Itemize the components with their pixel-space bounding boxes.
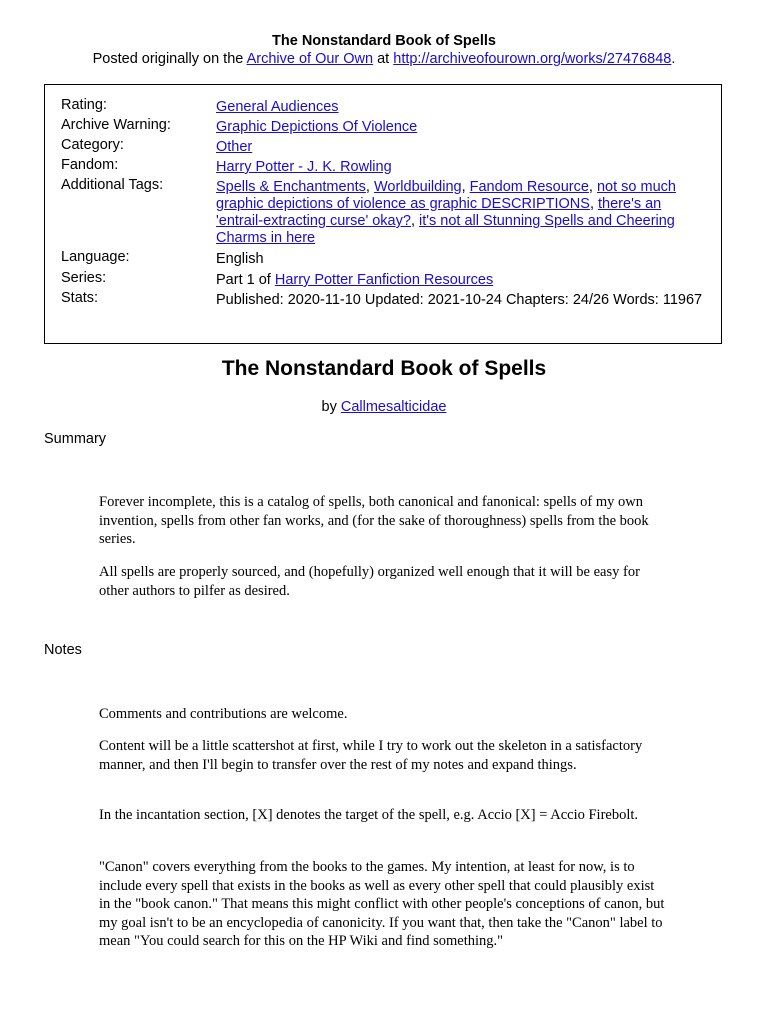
tag-separator: , (461, 179, 470, 195)
fandom-label: Fandom: (61, 157, 119, 173)
tag-link[interactable]: Spells & Enchantments (216, 179, 366, 195)
category-link[interactable]: Other (216, 139, 253, 155)
posted-prefix: Posted originally on the (92, 51, 247, 67)
document-header (0, 32, 768, 68)
tag-link[interactable]: Fandom Resource (469, 179, 589, 195)
warning-link[interactable]: Graphic Depictions Of Violence (216, 119, 418, 135)
tag-separator: , (588, 179, 597, 195)
tag-link[interactable]: it's not all Stunning Spells and Cheering Charms in here (216, 213, 675, 246)
notes-paragraph: Content will be a little scattershot at first, while I try to work out the skeleton in a satisfactory manner, and then I'll begin to transfer over the rest of my notes and expand things. (99, 738, 643, 773)
at-text: at (373, 51, 394, 67)
language-label: Language: (61, 249, 130, 265)
posted-line (0, 50, 768, 68)
metadata-box (44, 84, 722, 344)
work-title: The Nonstandard Book of Spells (221, 357, 547, 380)
rating-link[interactable]: General Audiences (216, 99, 339, 115)
tag-separator: , (410, 213, 419, 229)
notes-paragraph: "Canon" covers everything from the books to the games. My intention, at least for now, is to include every spell that exists in the books as well as every other spell that could plausibly exist in the "book canon." That means this might conflict with other people's conceptions of canon, but my goal isn't to be an encyclopedia of canonicity. If you want that, then take the "Canon" label to mean "You could search for this on the HP Wiki and find something." (99, 859, 665, 949)
end-period: . (671, 51, 676, 67)
summary-paragraph: All spells are properly sourced, and (hopefully) organized well enough that it will be easy for other authors to pilfer as desired. (99, 564, 640, 599)
fandom-link[interactable]: Harry Potter - J. K. Rowling (216, 159, 392, 175)
language-value: English (216, 251, 264, 267)
by-prefix: by (321, 399, 341, 415)
tags-list (216, 179, 708, 247)
summary-paragraph: Forever incomplete, this is a catalog of spells, both canonical and fanonical: spells of my own invention, spells from other fan works, and (for the sake of thoroughness) spells from the book series. (99, 494, 649, 547)
notes-heading: Notes (44, 642, 82, 658)
tag-separator: , (589, 196, 599, 212)
tag-separator: , (365, 179, 374, 195)
tag-link[interactable]: not so much graphic depictions of violence as graphic DESCRIPTIONS (216, 179, 676, 212)
series-label: Series: (61, 270, 107, 286)
series-prefix: Part 1 of (216, 272, 275, 288)
notes-paragraph: In the incantation section, [X] denotes the target of the spell, e.g. Accio [X] = Accio Firebolt. (99, 807, 639, 823)
tag-link[interactable]: Worldbuilding (373, 179, 462, 195)
summary-heading: Summary (44, 431, 107, 447)
rating-label: Rating: (61, 97, 107, 113)
warning-label: Archive Warning: (61, 117, 171, 133)
stats-value: Published: 2020-11-10 Updated: 2021-10-24 Chapters: 24/26 Words: 11967 (216, 292, 703, 308)
work-url-link[interactable]: http://archiveofourown.org/works/27476848 (393, 51, 672, 67)
archive-link[interactable]: Archive of Our Own (246, 51, 374, 67)
tags-label: Additional Tags: (61, 177, 164, 193)
byline (0, 398, 768, 416)
notes-paragraph: Comments and contributions are welcome. (99, 706, 348, 722)
stats-label: Stats: (61, 290, 99, 306)
author-link[interactable]: Callmesalticidae (340, 399, 447, 415)
series-link[interactable]: Harry Potter Fanfiction Resources (274, 272, 494, 288)
tag-link[interactable]: there's an 'entrail-extracting curse' okay? (216, 196, 662, 229)
header-title: The Nonstandard Book of Spells (272, 33, 496, 49)
category-label: Category: (61, 137, 124, 153)
